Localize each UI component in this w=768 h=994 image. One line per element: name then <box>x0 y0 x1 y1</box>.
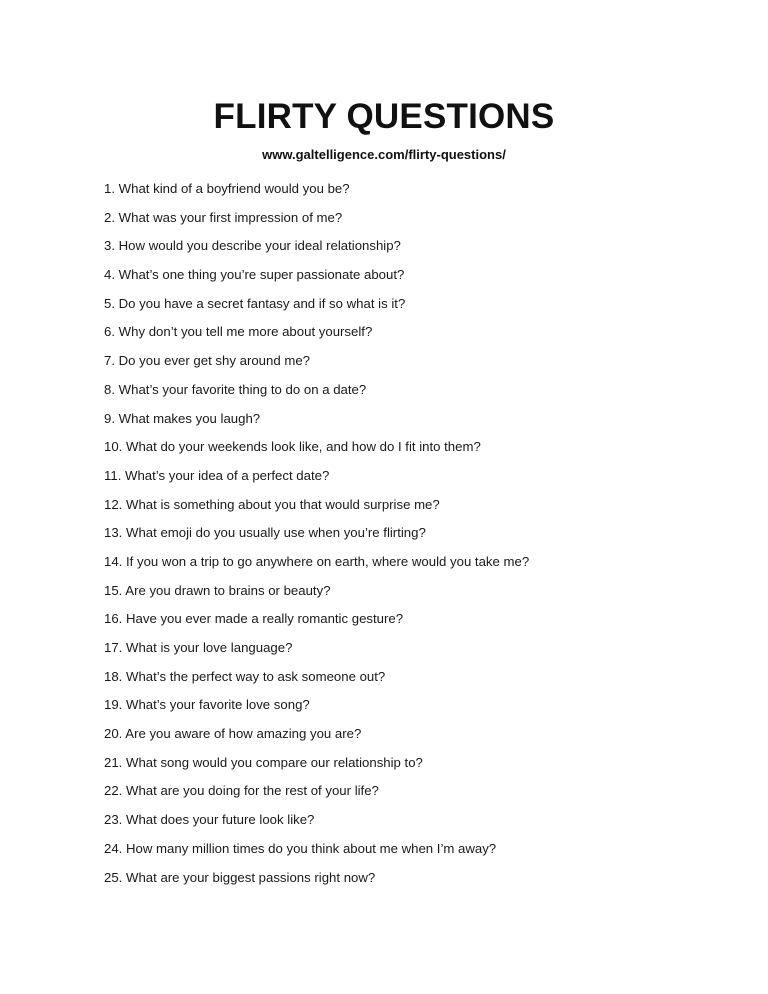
list-item: 1. What kind of a boyfriend would you be? <box>104 181 350 196</box>
list-item: 20. Are you aware of how amazing you are? <box>104 726 362 742</box>
source-url: www.galtelligence.com/flirty-questions/ <box>262 147 506 162</box>
list-item: 17. What is your love language? <box>104 640 293 655</box>
list-item: 10. What do your weekends look like, and how do I fit into them? <box>104 439 481 455</box>
list-item: 11. What’s your idea of a perfect date? <box>104 467 330 483</box>
list-item: 3. How would you describe your ideal relationship? <box>104 238 401 254</box>
list-item: 23. What does your future look like? <box>104 812 315 828</box>
list-item: 19. What’s your favorite love song? <box>104 697 310 713</box>
list-item: 25. What are your biggest passions right now? <box>104 869 376 885</box>
list-item: 12. What is something about you that would surprise me? <box>104 496 440 512</box>
question-list <box>104 180 529 897</box>
list-item: 7. Do you ever get shy around me? <box>104 353 310 369</box>
list-item: 15. Are you drawn to brains or beauty? <box>104 582 331 598</box>
list-item: 4. What’s one thing you’re super passionate about? <box>104 267 405 283</box>
list-item: 24. How many million times do you think about me when I’m away? <box>104 840 497 856</box>
list-item: 9. What makes you laugh? <box>104 410 261 426</box>
page-title: FLIRTY QUESTIONS <box>213 97 555 136</box>
list-item: 5. Do you have a secret fantasy and if so what is it? <box>104 295 406 311</box>
list-item: 6. Why don’t you tell me more about yourself? <box>104 324 373 340</box>
list-item: 21. What song would you compare our relationship to? <box>104 754 423 770</box>
list-item: 14. If you won a trip to go anywhere on earth, where would you take me? <box>104 553 530 569</box>
list-item: 13. What emoji do you usually use when you’re flirting? <box>104 525 426 541</box>
list-item: 2. What was your first impression of me? <box>104 209 343 225</box>
list-item: 16. Have you ever made a really romantic gesture? <box>104 611 404 627</box>
list-item: 18. What’s the perfect way to ask someone out? <box>104 668 386 684</box>
list-item: 22. What are you doing for the rest of your life? <box>104 783 379 799</box>
list-item: 8. What’s your favorite thing to do on a date? <box>104 381 367 397</box>
